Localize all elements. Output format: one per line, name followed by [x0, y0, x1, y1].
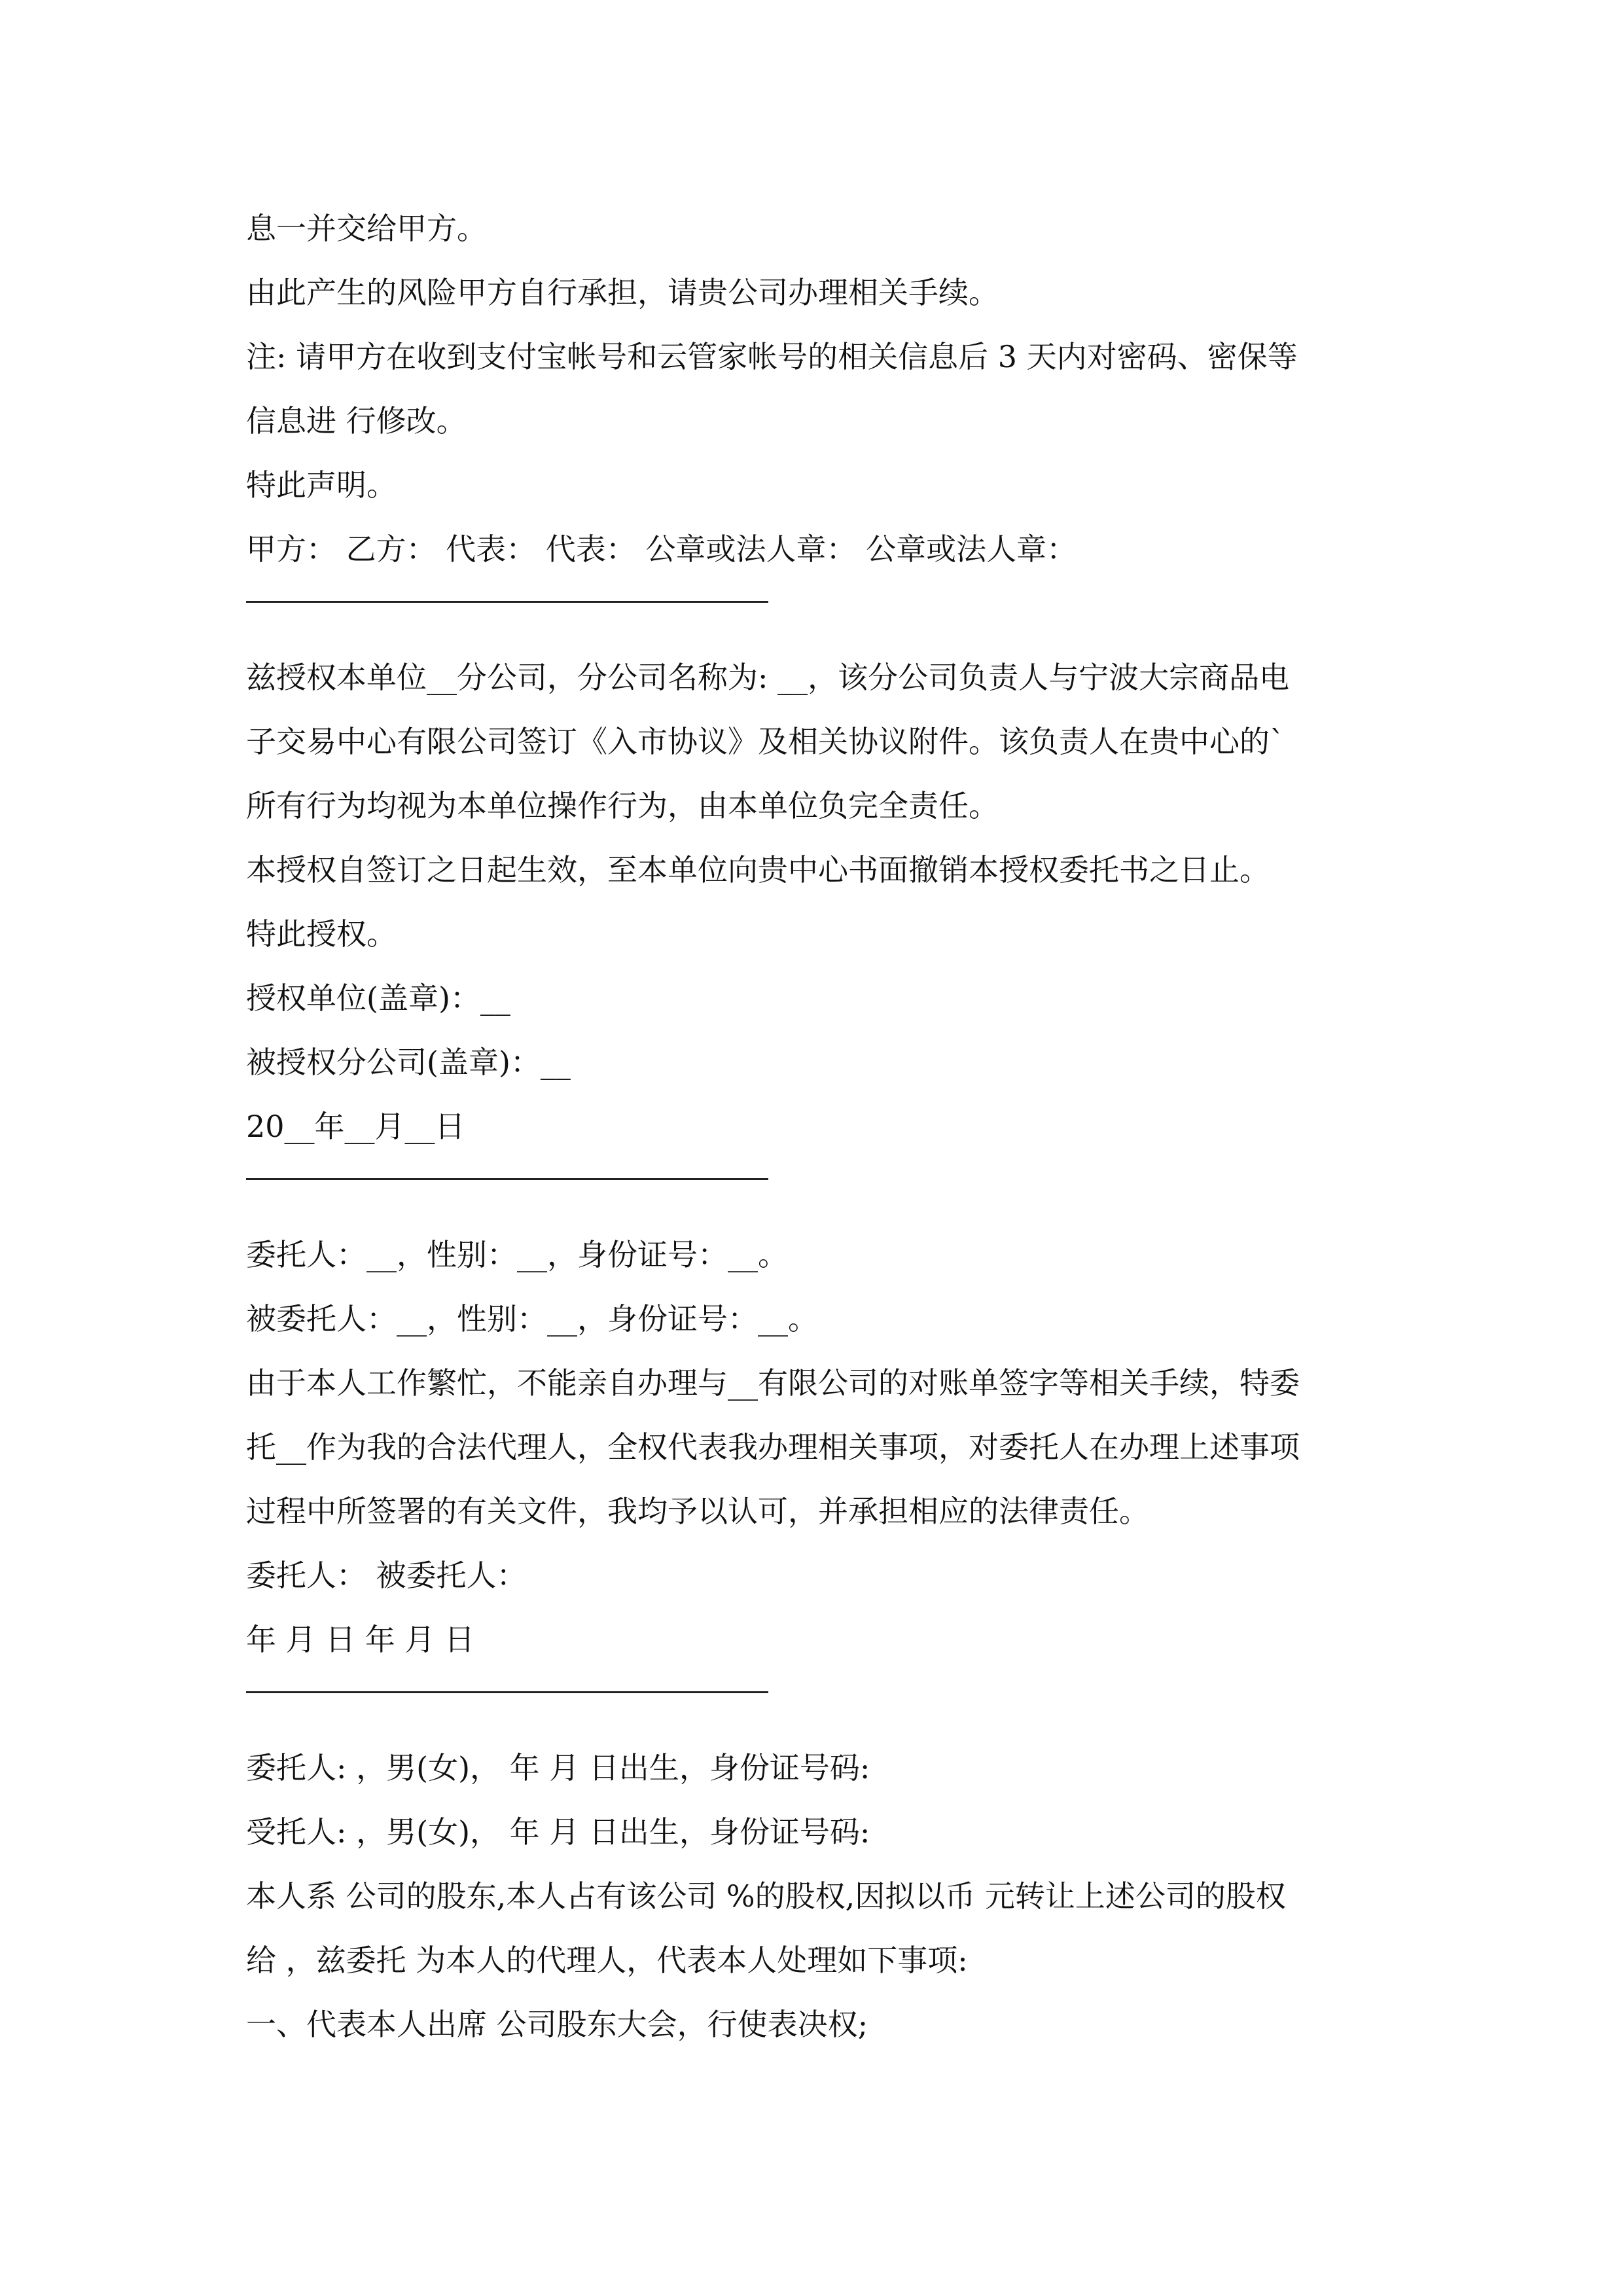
paragraph-line: 由此产生的风险甲方自行承担，请贵公司办理相关手续。: [246, 275, 999, 310]
paragraph-line: 给 ，兹委托 为本人的代理人，代表本人处理如下事项:: [246, 1943, 968, 1978]
paragraph-line: 本授权自签订之日起生效，至本单位向贵中心书面撤销本授权委托书之日止。: [246, 852, 1270, 888]
signature-line: 甲方： 乙方： 代表： 代表： 公章或法人章： 公章或法人章：: [246, 531, 1077, 567]
branch-authorization-section: [246, 645, 1385, 1158]
paragraph-line: 特此授权。: [246, 916, 397, 952]
paragraph-line: 托__作为我的合法代理人，全权代表我办理相关事项，对委托人在办理上述事项: [246, 1429, 1300, 1465]
paragraph-line: 委托人：__，性别：__，身份证号：__。: [246, 1237, 788, 1272]
date-line: 20__年__月__日: [246, 1109, 465, 1144]
share-transfer-section: [246, 1736, 1385, 2056]
paragraph-line: 信息进 行修改。: [246, 403, 467, 439]
section-divider: [246, 1158, 1385, 1223]
paragraph-line: 息一并交给甲方。: [246, 211, 487, 246]
paragraph-line: 子交易中心有限公司签订《入市协议》及相关协议附件。该负责人在贵中心的`: [246, 724, 1285, 759]
section-divider: [246, 1672, 1385, 1736]
paragraph-line: 被委托人：__，性别：__，身份证号：__。: [246, 1301, 818, 1336]
paragraph-line: 受托人: ，男(女)， 年 月 日出生，身份证号码:: [246, 1814, 870, 1850]
paragraph-line: 特此声明。: [246, 467, 397, 503]
paragraph-line: 所有行为均视为本单位操作行为，由本单位负完全责任。: [246, 788, 999, 823]
document-body: [246, 196, 1385, 2056]
declaration-section: [246, 196, 1385, 581]
power-of-attorney-section: [246, 1223, 1385, 1672]
paragraph-line: 兹授权本单位__分公司，分公司名称为: __，该分公司负责人与宁波大宗商品电: [246, 660, 1290, 695]
paragraph-line: 由于本人工作繁忙，不能亲自办理与__有限公司的对账单签字等相关手续，特委: [246, 1365, 1300, 1401]
date-line: 年 月 日 年 月 日: [246, 1622, 475, 1657]
paragraph-line: 委托人: ，男(女)， 年 月 日出生，身份证号码:: [246, 1750, 870, 1785]
paragraph-line: 过程中所签署的有关文件，我均予以认可，并承担相应的法律责任。: [246, 1494, 1149, 1529]
signature-line: 委托人： 被委托人：: [246, 1558, 527, 1593]
paragraph-line: 注: 请甲方在收到支付宝帐号和云管家帐号的相关信息后 3 天内对密码、密保等: [246, 339, 1298, 374]
paragraph-line: 授权单位(盖章)：__: [246, 980, 510, 1016]
paragraph-line: 一、代表本人出席 公司股东大会，行使表决权;: [246, 2007, 868, 2042]
paragraph-line: 被授权分公司(盖章)：__: [246, 1045, 571, 1080]
paragraph-line: 本人系 公司的股东,本人占有该公司 %的股权,因拟以币 元转让上述公司的股权: [246, 1878, 1286, 1914]
section-divider: [246, 581, 1385, 645]
